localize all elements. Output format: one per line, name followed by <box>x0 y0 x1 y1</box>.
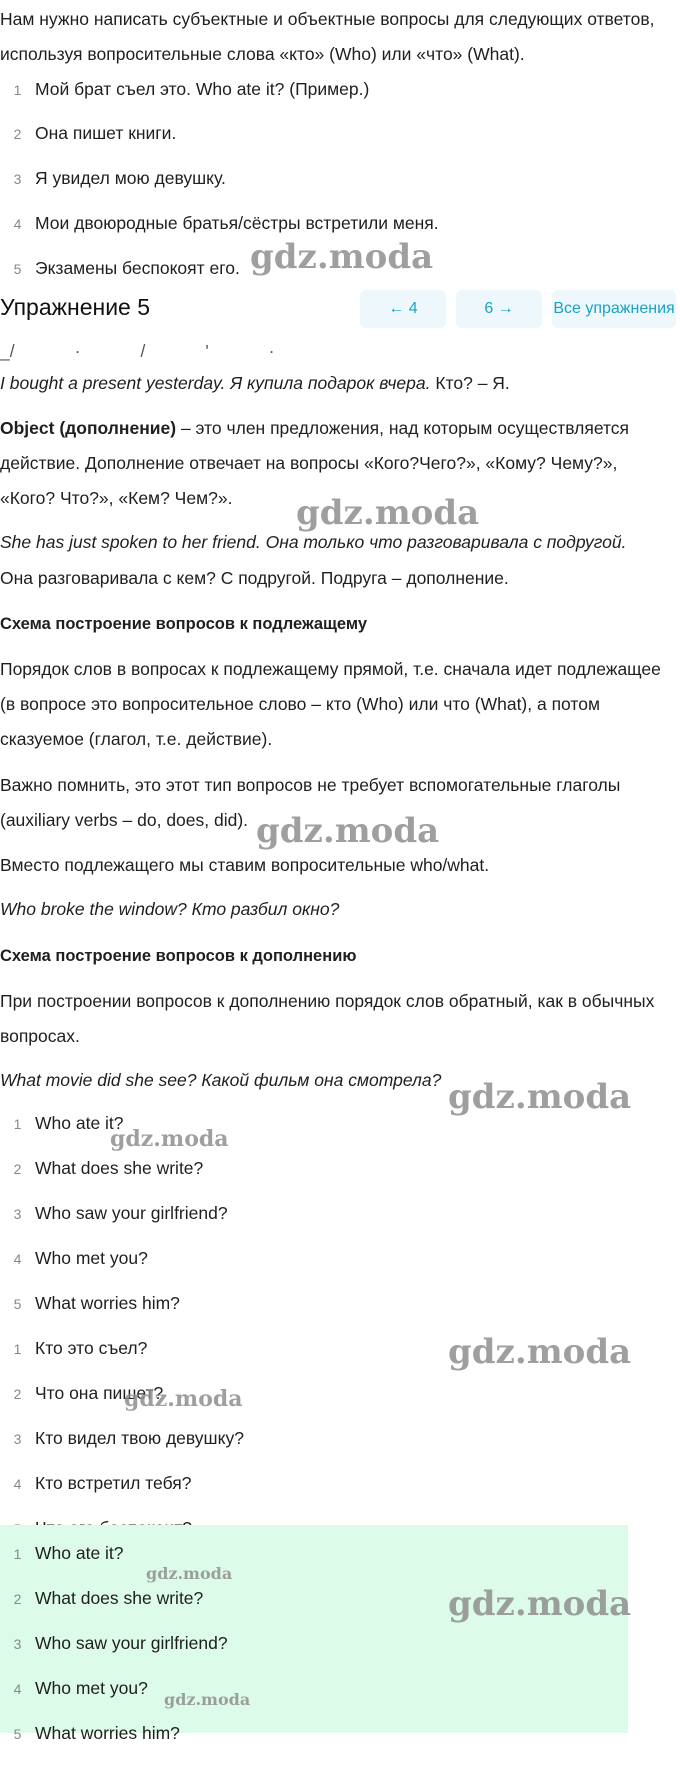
watermark: gdz.moda <box>448 1077 632 1117</box>
item-text: Кто встретил тебя? <box>35 1473 192 1493</box>
item-text: What worries him? <box>35 1723 180 1743</box>
example-explanation: Она разговаривала с кем? С подругой. Подруга – дополнение. <box>0 568 509 588</box>
item-number: 3 <box>13 1431 22 1447</box>
watermark: gdz.moda <box>146 1564 233 1583</box>
all-exercises-button[interactable]: Все упражнения <box>552 290 676 328</box>
watermark: gdz.moda <box>250 237 434 277</box>
watermark: gdz.moda <box>448 1332 632 1372</box>
watermark: gdz.moda <box>110 1126 229 1152</box>
paragraph: Порядок слов в вопросах к подлежащему прямой, т.е. сначала идет подлежащее (в вопросе это вопросительное слово – кто (Who) или что (What), а потом сказуемое (глагол, т.е. действие). <box>0 659 661 749</box>
item-text: Who ate it? <box>35 1113 124 1133</box>
example-ru: Она только что разговаривала с подругой. <box>260 532 627 552</box>
example-tail: Кто? – Я. <box>430 373 510 393</box>
example-sentence: Who broke the window? Кто разбил окно? <box>0 899 340 919</box>
item-text: Мои двоюродные братья/сёстры встретили меня. <box>35 213 439 233</box>
item-number: 2 <box>13 1591 22 1607</box>
section-heading: Схема построение вопросов к подлежащему <box>0 615 368 633</box>
exercise-nav-bar <box>0 284 680 330</box>
list-item <box>0 1238 148 1278</box>
paragraph: Вместо подлежащего мы ставим вопросительные who/what. <box>0 855 490 875</box>
paragraph: При построении вопросов к дополнению порядок слов обратный, как в обычных вопросах. <box>0 991 655 1046</box>
example-en: She has just spoken to her friend. <box>0 532 261 552</box>
item-text: What worries him? <box>35 1293 180 1313</box>
list-item <box>0 113 176 153</box>
item-number: 1 <box>13 1341 22 1357</box>
item-text: Who met you? <box>35 1248 148 1268</box>
item-number: 4 <box>13 216 22 232</box>
item-text: Who ate it? <box>35 1543 124 1563</box>
item-number: 2 <box>13 1386 22 1402</box>
object-term: Object (дополнение) <box>0 418 177 438</box>
item-number: 1 <box>13 1116 22 1132</box>
item-text: Кто это съел? <box>35 1338 148 1358</box>
list-item <box>0 1328 147 1368</box>
task-intro: Нам нужно написать субъектные и объектные вопросы для следующих ответов, используя вопросительные слова «кто» (Who) или «что» (What). <box>0 9 655 64</box>
example-en: I bought a present yesterday. <box>0 373 226 393</box>
example-sentence: What movie did she see? Какой фильм она смотрела? <box>0 1070 442 1090</box>
item-number: 5 <box>13 1296 22 1312</box>
item-number: 3 <box>13 1206 22 1222</box>
item-number: 3 <box>13 171 22 187</box>
prev-exercise-button[interactable]: ← 4 <box>360 290 446 328</box>
item-text: Экзамены беспокоят его. <box>35 258 240 278</box>
exercise-title: Упражнение 5 <box>0 294 151 320</box>
item-number: 4 <box>13 1681 22 1697</box>
item-text: Who saw your girlfriend? <box>35 1633 228 1653</box>
item-text: Я увидел мою девушку. <box>35 168 226 188</box>
list-item <box>0 1463 191 1503</box>
item-text: Who met you? <box>35 1678 148 1698</box>
object-def-text: – это член предложения, над которым осуществляется действие. Дополнение отвечает на вопросы «Кого?Чего?», «Кому? Чему?», «Кого? Что?», «Кем? Чем?». <box>0 418 630 508</box>
item-number: 5 <box>13 1726 22 1742</box>
next-exercise-button[interactable]: 6 → <box>456 290 542 328</box>
item-number: 4 <box>13 1476 22 1492</box>
paragraph: Важно помнить, это этот тип вопросов не требует вспомогательные глаголы (auxiliary verbs – do, does, did). <box>0 775 621 830</box>
section-heading: Схема построение вопросов к дополнению <box>0 947 357 965</box>
list-item <box>0 158 226 198</box>
list-item <box>0 1713 180 1753</box>
list-item <box>0 69 369 109</box>
list-item <box>0 1668 148 1708</box>
item-text: Who saw your girlfriend? <box>35 1203 228 1223</box>
item-text: What does she write? <box>35 1588 204 1608</box>
watermark: gdz.moda <box>124 1386 243 1412</box>
item-number: 3 <box>13 1636 22 1652</box>
list-item <box>0 1283 180 1323</box>
clipped-text-line: _/ · / ' · <box>0 341 275 361</box>
list-item <box>0 1533 124 1573</box>
item-number: 2 <box>13 1161 22 1177</box>
item-text: Мой брат съел это. Who ate it? (Пример.) <box>35 79 370 99</box>
watermark: gdz.moda <box>448 1584 632 1624</box>
watermark: gdz.moda <box>164 1690 251 1709</box>
item-text: Что она пишет? <box>35 1383 164 1403</box>
watermark: gdz.moda <box>296 493 480 533</box>
example-ru: Я купила подарок вчера. <box>225 373 431 393</box>
list-item <box>0 1623 228 1663</box>
item-number: 1 <box>13 82 22 98</box>
list-item <box>0 1193 228 1233</box>
list-item <box>0 1418 244 1458</box>
item-number: 5 <box>13 261 22 277</box>
item-text: Кто видел твою девушку? <box>35 1428 244 1448</box>
item-text: What does she write? <box>35 1158 204 1178</box>
example-sentence <box>0 366 676 401</box>
item-number: 4 <box>13 1251 22 1267</box>
item-number: 2 <box>13 126 22 142</box>
item-text: Она пишет книги. <box>35 123 177 143</box>
list-item <box>0 248 240 288</box>
item-number: 1 <box>13 1546 22 1562</box>
list-item <box>0 1103 124 1143</box>
watermark: gdz.moda <box>256 811 440 851</box>
